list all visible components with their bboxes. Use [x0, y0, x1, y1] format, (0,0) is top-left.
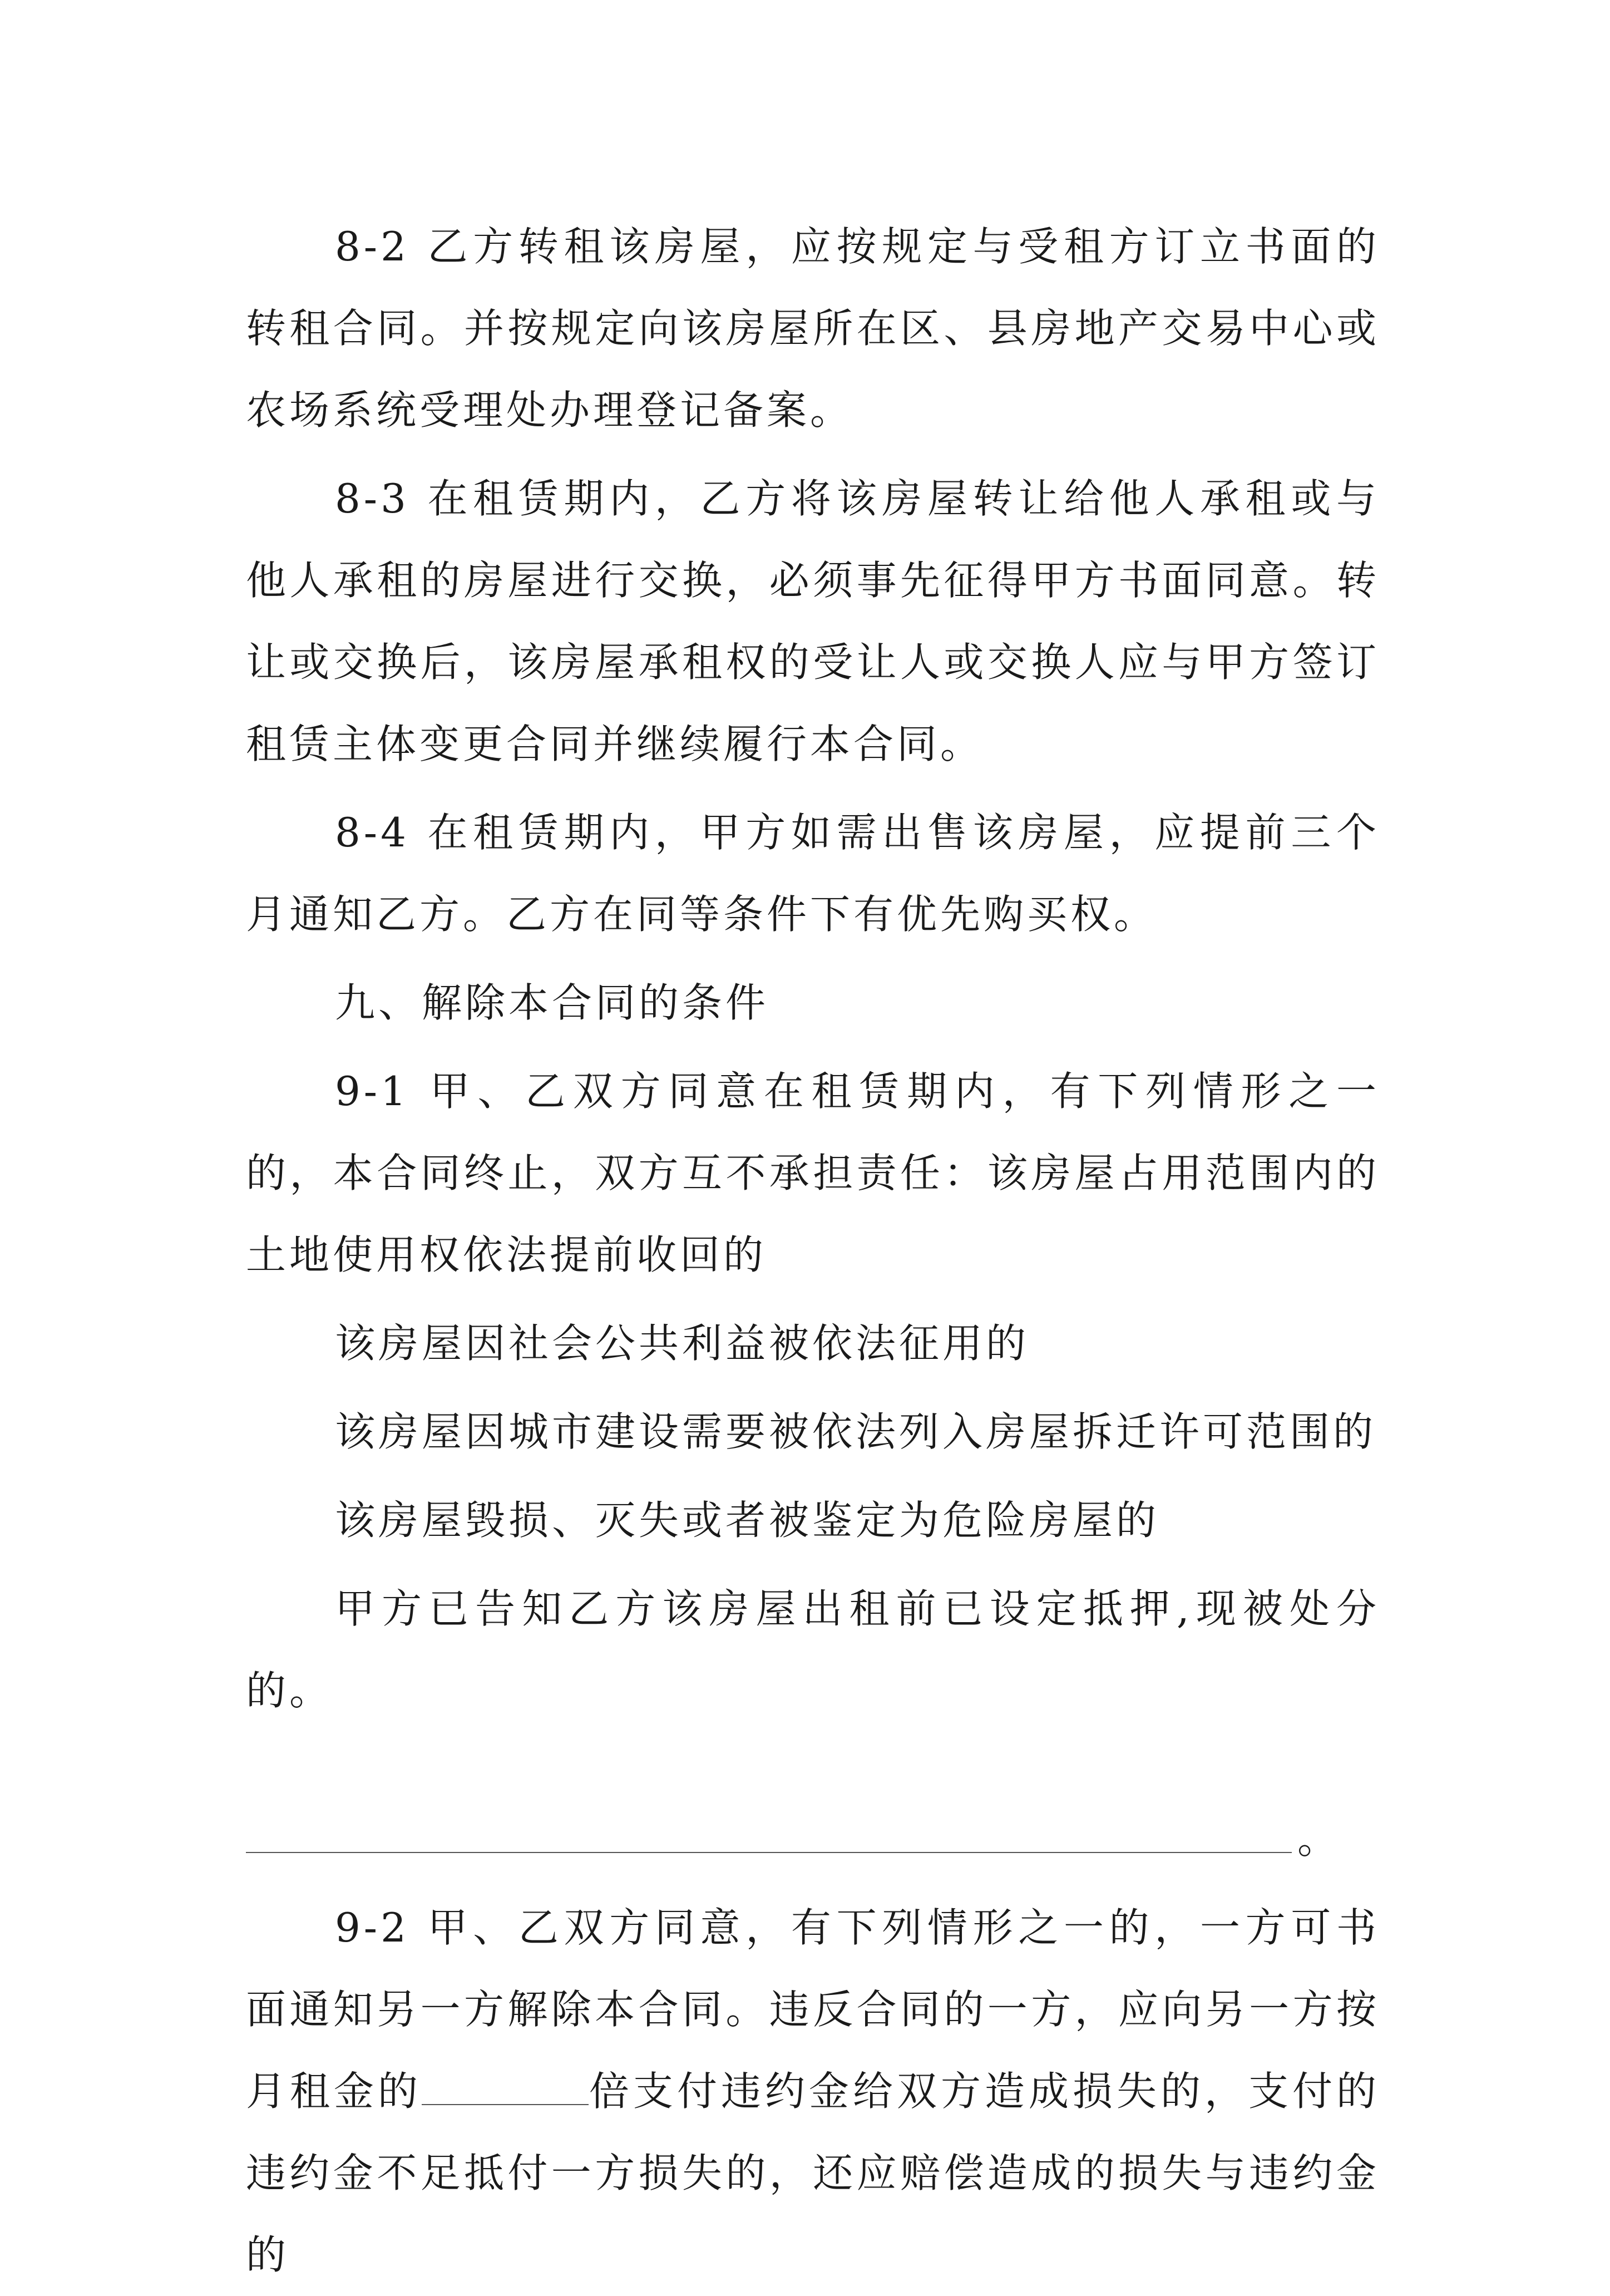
- blank-underline: [246, 1852, 1292, 1853]
- clause-8-4: 8-4 在租赁期内，甲方如需出售该房屋，应提前三个月通知乙方。乙方在同等条件下有优先购买权。: [246, 809, 1380, 938]
- clause-8-2: 8-2 乙方转租该房屋，应按规定与受租方订立书面的转租合同。并按规定向该房屋所在区、县房地产交易中心或农场系统受理处办理登记备案。: [246, 223, 1380, 433]
- clause-9-1-item: 该房屋因社会公共利益被依法征用的: [335, 1320, 1030, 1367]
- clause-9-1-item: 该房屋因城市建设需要被依法列入房屋拆迁许可范围的: [335, 1408, 1377, 1455]
- clause-9-2-text-end: 倍支付违约金给双方造成损失的，支付的违约金不足抵付一方损失的，还应赔偿造成的损失与违约金的: [246, 2068, 1380, 2278]
- penalty-multiplier-blank: [422, 2064, 589, 2105]
- clause-9-2: [246, 1887, 1380, 2296]
- clause-9-2-text-start: 9-2 甲、乙双方同意，有下列情形之一的，一方可书面通知另一方解除本合同。违反合同的一方，应向另一方按月租金的: [246, 1904, 1380, 2115]
- section-9-heading: 九、解除本合同的条件: [335, 979, 769, 1026]
- clause-9-1-item: 甲方已告知乙方该房屋出租前已设定抵押,现被处分的。: [246, 1585, 1380, 1714]
- contract-body: [246, 206, 1380, 2296]
- blank-fill-line: [246, 1799, 1380, 1880]
- fill-line-period: 。: [1297, 1816, 1338, 1863]
- clause-9-1-item: 该房屋毁损、灭失或者被鉴定为危险房屋的: [335, 1497, 1160, 1544]
- clause-9-1: 9-1 甲、乙双方同意在租赁期内，有下列情形之一的，本合同终止，双方互不承担责任：该房屋占用范围内的土地使用权依法提前收回的: [246, 1068, 1380, 1278]
- clause-8-3: 8-3 在租赁期内，乙方将该房屋转让给他人承租或与他人承租的房屋进行交换，必须事先征得甲方书面同意。转让或交换后，该房屋承租权的受让人或交换人应与甲方签订租赁主体变更合同并继续履行本合同。: [246, 475, 1380, 767]
